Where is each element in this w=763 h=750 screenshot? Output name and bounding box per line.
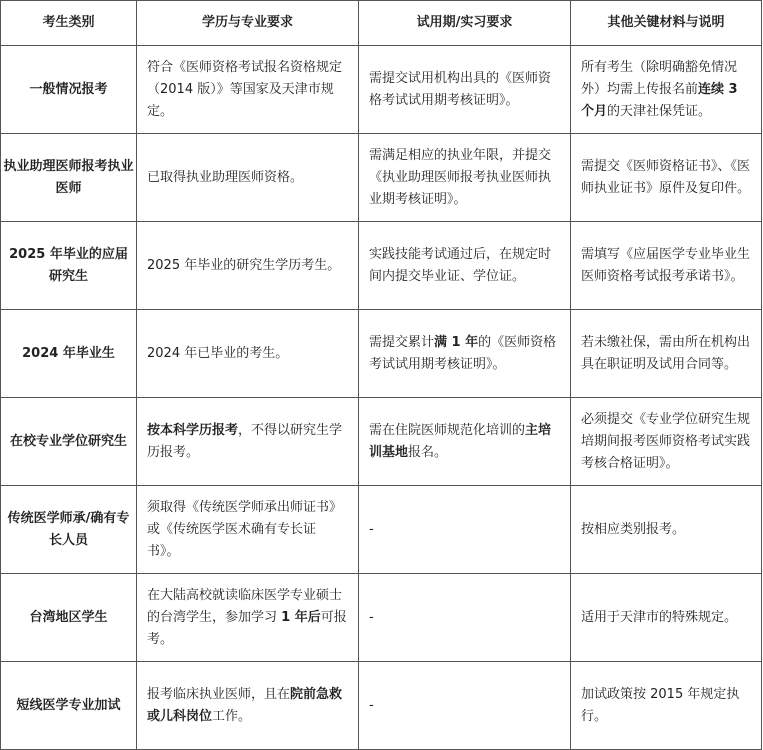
cell-text: -	[369, 521, 374, 537]
cell-probation	[359, 310, 571, 398]
cell-other	[571, 310, 762, 398]
cell-text: 的天津社保凭证。	[607, 103, 712, 119]
table-row	[1, 662, 762, 750]
cell-probation	[359, 46, 571, 134]
cell-text: 需在住院医师规范化培训的	[369, 422, 526, 438]
header-education: 学历与专业要求	[137, 1, 359, 46]
header-category: 考生类别	[1, 1, 137, 46]
cell-text: 已取得执业助理医师资格。	[147, 169, 304, 185]
cell-text: 院前急救或儿科岗位	[147, 686, 343, 724]
cell-text: 连续 3 个月	[581, 81, 738, 119]
cell-text: -	[369, 609, 374, 625]
cell-category: 2025 年毕业的应届研究生	[1, 222, 137, 310]
cell-category: 传统医学师承/确有专长人员	[1, 486, 137, 574]
cell-other	[571, 662, 762, 750]
table-row	[1, 398, 762, 486]
cell-text: 可报考。	[147, 609, 347, 647]
cell-text: 适用于天津市的特殊规定。	[581, 609, 738, 625]
cell-education	[137, 486, 359, 574]
cell-text: 满 1 年	[434, 334, 479, 350]
cell-category: 台湾地区学生	[1, 574, 137, 662]
cell-category: 在校专业学位研究生	[1, 398, 137, 486]
cell-text: 2025 年毕业的研究生学历考生。	[147, 257, 341, 273]
cell-text: 必须提交《专业学位研究生规培期间报考医师资格考试实践考核合格证明》。	[581, 411, 751, 471]
cell-text: 按本科学历报考	[147, 422, 239, 438]
header-other: 其他关键材料与说明	[571, 1, 762, 46]
cell-text: 需提交累计	[369, 334, 435, 350]
table-row	[1, 486, 762, 574]
cell-category: 执业助理医师报考执业医师	[1, 134, 137, 222]
cell-text: 主培训基地	[369, 422, 552, 460]
cell-other	[571, 486, 762, 574]
cell-text: 若未缴社保，需由所在机构出具在职证明及试用合同等。	[581, 334, 751, 372]
cell-education	[137, 574, 359, 662]
cell-other	[571, 574, 762, 662]
cell-text: ，不得以研究生学历报考。	[147, 422, 343, 460]
cell-education	[137, 46, 359, 134]
cell-category: 短线医学专业加试	[1, 662, 137, 750]
cell-other	[571, 222, 762, 310]
table-row	[1, 46, 762, 134]
table-row	[1, 134, 762, 222]
cell-text: 符合《医师资格考试报名资格规定（2014 版）》等国家及天津市规定。	[147, 59, 343, 119]
cell-education	[137, 134, 359, 222]
table-row	[1, 222, 762, 310]
table-row	[1, 574, 762, 662]
cell-text: 2024 年已毕业的考生。	[147, 345, 289, 361]
cell-education	[137, 398, 359, 486]
cell-probation	[359, 486, 571, 574]
cell-text: 加试政策按 2015 年规定执行。	[581, 686, 740, 724]
cell-text: 需提交《医师资格证书》、《医师执业证书》原件及复印件。	[581, 158, 751, 196]
table-header-row	[1, 1, 762, 46]
cell-probation	[359, 398, 571, 486]
cell-text: 工作。	[212, 708, 252, 724]
cell-text: 所有考生（除明确豁免情况外）均需上传报名前	[581, 59, 738, 97]
cell-text: 需提交试用机构出具的《医师资格考试试用期考核证明》。	[369, 70, 552, 108]
cell-text: 实践技能考试通过后，在规定时间内提交毕业证、学位证。	[369, 246, 552, 284]
cell-probation	[359, 662, 571, 750]
cell-text: 需满足相应的执业年限，并提交《执业助理医师报考执业医师执业期考核证明》。	[369, 147, 552, 207]
cell-text: 1 年后	[281, 609, 321, 625]
cell-education	[137, 222, 359, 310]
cell-text: 须取得《传统医学师承出师证书》或《传统医学医术确有专长证书》。	[147, 499, 343, 559]
cell-text: 按相应类别报考。	[581, 521, 686, 537]
cell-other	[571, 46, 762, 134]
cell-probation	[359, 222, 571, 310]
cell-category: 2024 年毕业生	[1, 310, 137, 398]
cell-probation	[359, 574, 571, 662]
cell-probation	[359, 134, 571, 222]
cell-text: 需填写《应届医学专业毕业生医师资格考试报考承诺书》。	[581, 246, 751, 284]
cell-category: 一般情况报考	[1, 46, 137, 134]
cell-other	[571, 398, 762, 486]
cell-text: -	[369, 697, 374, 713]
cell-text: 的《医师资格考试试用期考核证明》。	[369, 334, 557, 372]
cell-education	[137, 310, 359, 398]
cell-text: 报考临床执业医师，且在	[147, 686, 291, 702]
cell-text: 报名。	[408, 444, 448, 460]
cell-education	[137, 662, 359, 750]
cell-other	[571, 134, 762, 222]
header-probation: 试用期/实习要求	[359, 1, 571, 46]
table-row	[1, 310, 762, 398]
cell-text: 在大陆高校就读临床医学专业硕士的台湾学生，参加学习	[147, 587, 343, 625]
